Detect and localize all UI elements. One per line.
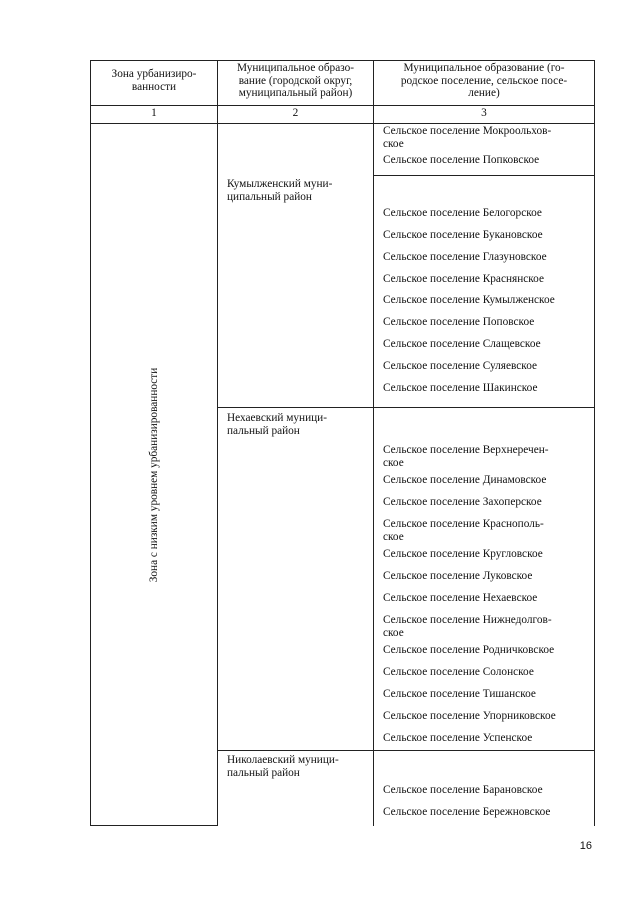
settlement-line: Сельское поселение Глазуновское <box>383 251 547 263</box>
settlement-item <box>383 251 547 264</box>
settlement-item <box>383 474 546 487</box>
settlement-item <box>383 382 537 395</box>
settlement-line: Сельское поселение Нехаевское <box>383 592 538 604</box>
header-line: Муниципальное образо- <box>236 62 355 74</box>
settlement-line: Сельское поселение Солонское <box>383 666 534 678</box>
settlement-line: Сельское поселение Кумылженское <box>383 294 555 306</box>
header-line: вание (городской округ, <box>238 74 353 87</box>
settlement-line: Сельское поселение Краснянское <box>383 273 544 285</box>
header-line: Муниципальное образование (го- <box>403 62 565 74</box>
settlement-line: ское <box>383 530 404 543</box>
settlement-item <box>383 806 550 819</box>
table-border-col2 <box>217 60 218 826</box>
district-line: Кумылженский муни- <box>227 178 333 190</box>
settlement-item <box>383 316 534 329</box>
settlement-item <box>383 710 556 723</box>
header-cell-settlement <box>374 62 594 100</box>
settlement-line: Сельское поселение Тишанское <box>383 688 536 700</box>
settlement-item <box>383 666 534 679</box>
settlement-item <box>383 518 544 543</box>
settlement-line: Сельское поселение Мокроольхов- <box>383 125 552 137</box>
settlement-item <box>383 614 552 639</box>
page-number: 16 <box>579 840 592 852</box>
district-line: пальный район <box>227 424 300 437</box>
settlement-item <box>383 592 537 605</box>
settlement-line: ское <box>383 456 404 469</box>
settlement-line: ское <box>383 626 404 639</box>
settlement-line: Сельское поселение Попковское <box>383 154 540 166</box>
settlement-item <box>383 294 555 307</box>
district-name <box>227 412 327 437</box>
settlement-line: ское <box>383 137 404 150</box>
header-line: ление) <box>468 87 500 99</box>
settlement-item <box>383 570 532 583</box>
header-line: Зона урбанизиро- <box>111 68 197 80</box>
settlement-item <box>383 496 542 509</box>
settlement-line: Сельское поселение Бережновское <box>383 806 551 818</box>
column-number: 3 <box>481 107 487 119</box>
settlement-line: Сельское поселение Кругловское <box>383 548 543 560</box>
settlement-line: Сельское поселение Луковское <box>383 570 533 582</box>
column-number: 1 <box>151 107 157 119</box>
district-name <box>227 178 332 203</box>
settlement-item <box>383 548 543 561</box>
settlement-line: Сельское поселение Белогорское <box>383 207 542 219</box>
column-number: 2 <box>292 107 299 119</box>
zone-label: Зона с низким уровнем урбанизированности <box>147 367 160 583</box>
district-line: пальный район <box>227 766 300 779</box>
header-separator <box>90 105 595 106</box>
table-border-top <box>90 60 595 61</box>
settlement-item <box>383 273 544 286</box>
settlement-line: Сельское поселение Верхнеречен- <box>383 444 549 456</box>
settlement-line: Сельское поселение Нижнедолгов- <box>383 614 552 626</box>
settlement-line: Сельское поселение Захоперское <box>383 496 542 508</box>
settlement-item <box>383 338 541 351</box>
settlement-line: Сельское поселение Динамовское <box>383 474 547 486</box>
header-cell-zone <box>91 68 217 93</box>
settlement-item <box>383 207 542 220</box>
district-separator <box>217 750 595 751</box>
settlement-line: Сельское поселение Родничковское <box>383 644 555 656</box>
settlement-item <box>383 154 539 167</box>
settlement-item <box>383 732 532 745</box>
settlement-item <box>383 360 537 373</box>
district-line: Нехаевский муници- <box>227 412 327 424</box>
settlement-item <box>383 125 551 150</box>
district-line: Николаевский муници- <box>227 754 339 766</box>
settlement-item <box>383 644 554 657</box>
district-line: ципальный район <box>227 190 312 203</box>
settlement-item <box>383 784 543 797</box>
settlement-line: Сельское поселение Успенское <box>383 732 533 744</box>
settlement-item <box>383 229 543 242</box>
settlement-line: Сельское поселение Краснополь- <box>383 518 544 530</box>
settlement-item <box>383 688 536 701</box>
header-line: муниципальный район) <box>238 87 353 99</box>
settlement-line: Сельское поселение Шакинское <box>383 382 538 394</box>
settlement-line: Сельское поселение Упорниковское <box>383 710 556 722</box>
settlement-line: Сельское поселение Поповское <box>383 316 535 328</box>
district-separator <box>217 407 595 408</box>
district-name <box>227 754 339 779</box>
header-cell-municipality <box>218 62 373 100</box>
settlement-line: Сельское поселение Букановское <box>383 229 543 241</box>
settlement-group-separator <box>373 175 595 176</box>
zone-cell <box>90 124 217 826</box>
header-line: ванности <box>131 80 177 93</box>
settlement-line: Сельское поселение Барановское <box>383 784 543 796</box>
settlement-line: Сельское поселение Слащевское <box>383 338 541 350</box>
settlement-line: Сельское поселение Суляевское <box>383 360 538 372</box>
header-line: родское поселение, сельское посе- <box>400 74 568 87</box>
settlement-item <box>383 444 549 469</box>
